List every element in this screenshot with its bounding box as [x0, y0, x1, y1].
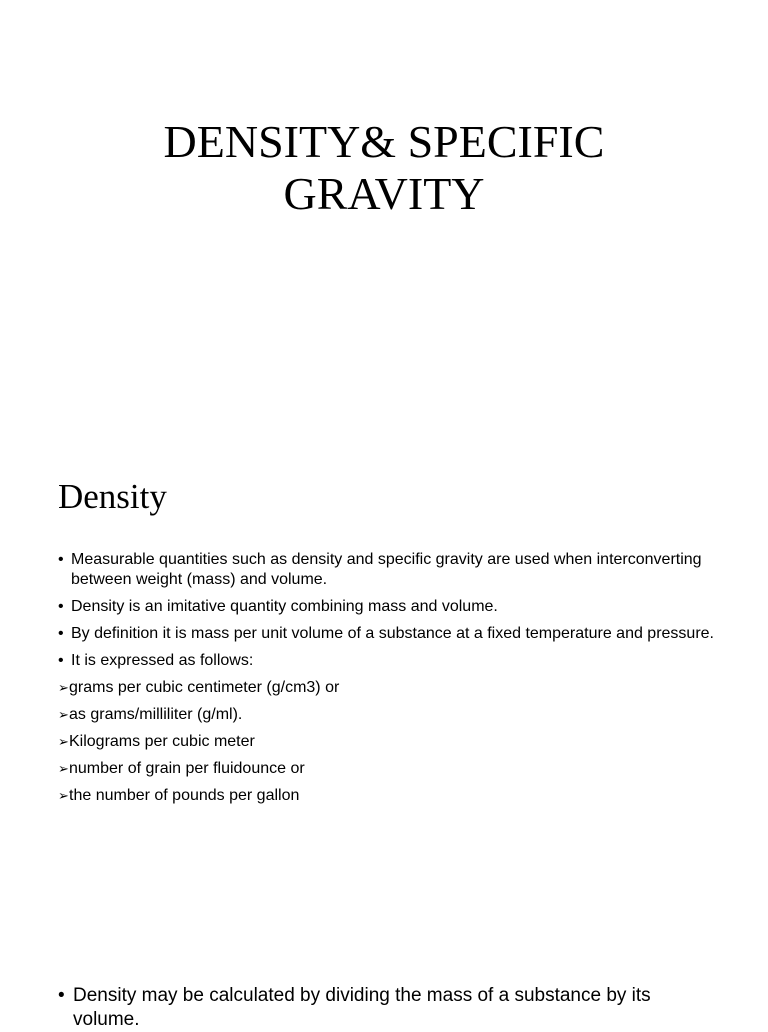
bullet-text: By definition it is mass per unit volume of a substance at a fixed temperature and pressure.: [71, 625, 714, 642]
bullet-dot-icon: •: [58, 598, 64, 615]
slide-title-line-1: DENSITY& SPECIFIC: [163, 116, 605, 167]
arrow-bullet-icon: ➢: [58, 788, 69, 803]
arrow-item: [58, 786, 718, 806]
bullet-item: [58, 651, 718, 671]
bullet-item: [58, 624, 718, 644]
arrow-item: [58, 759, 718, 779]
arrow-item-text: the number of pounds per gallon: [69, 787, 300, 804]
arrow-item: [58, 732, 718, 752]
arrow-bullet-icon: ➢: [58, 734, 69, 749]
arrow-item: [58, 705, 718, 725]
section-heading-density: Density: [58, 477, 167, 516]
slide-title: [0, 116, 768, 220]
arrow-bullet-icon: ➢: [58, 707, 69, 722]
bullet-text: Density may be calculated by dividing the mass of a substance by its volume.: [73, 985, 651, 1030]
bullet-dot-icon: •: [58, 625, 64, 642]
arrow-bullet-icon: ➢: [58, 680, 69, 695]
density-calculation-bullet: [58, 984, 718, 1032]
bullet-text: It is expressed as follows:: [71, 652, 254, 669]
bullet-dot-icon: •: [58, 985, 65, 1006]
arrow-bullet-icon: ➢: [58, 761, 69, 776]
arrow-item-text: number of grain per fluidounce or: [69, 760, 305, 777]
bullet-dot-icon: •: [58, 652, 64, 669]
arrow-item-text: Kilograms per cubic meter: [69, 733, 255, 750]
slide-title-line-2: GRAVITY: [283, 168, 485, 219]
bullet-text: Density is an imitative quantity combining mass and volume.: [71, 598, 498, 615]
bullet-item: [58, 597, 718, 617]
arrow-item-text: as grams/milliliter (g/ml).: [69, 706, 243, 723]
bullet-dot-icon: •: [58, 551, 64, 568]
bullet-item: [58, 550, 718, 590]
density-bullet-list: [58, 550, 718, 813]
bullet-text: Measurable quantities such as density and specific gravity are used when interconverting between weight (mass) and volume.: [71, 551, 702, 588]
arrow-item: [58, 678, 718, 698]
arrow-item-text: grams per cubic centimeter (g/cm3) or: [69, 679, 340, 696]
